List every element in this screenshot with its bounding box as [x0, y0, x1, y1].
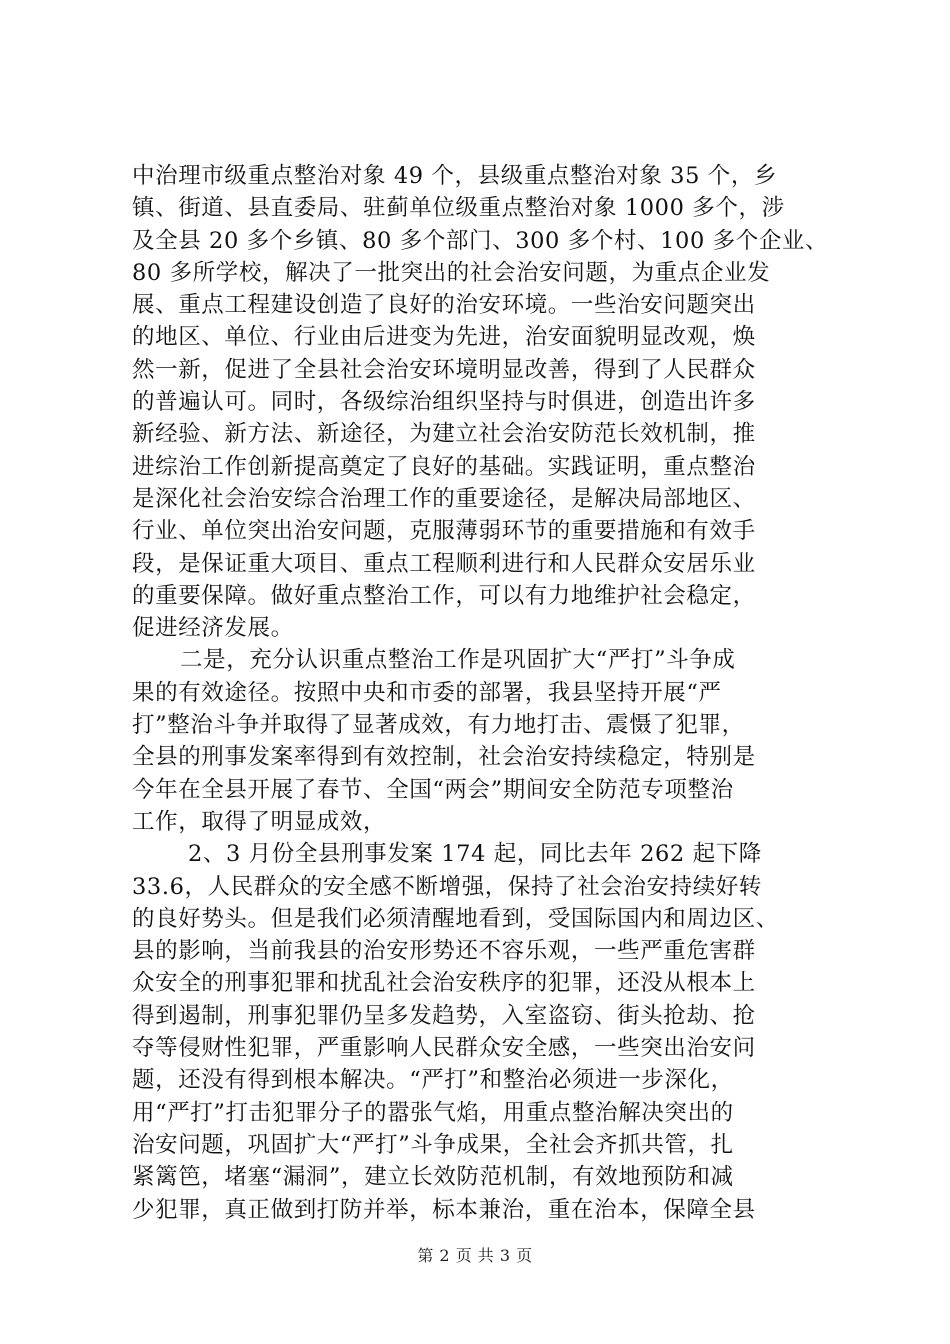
text-line: 夺等侵财性犯罪，严重影响人民群众安全感，一些突出治安问 [132, 1035, 756, 1062]
text-line: 的普遍认可。同时，各级综治组织坚持与时俱进，创造出许多 [132, 389, 756, 416]
text-line: 镇、街道、县直委局、驻蓟单位级重点整治对象 1000 多个，涉 [132, 195, 785, 222]
text-line: 的良好势头。但是我们必须清醒地看到，受国际国内和周边区、 [132, 905, 779, 932]
text-line: 展、重点工程建设创造了良好的治安环境。一些治安问题突出 [132, 292, 756, 319]
text-line: 工作，取得了明显成效， [132, 808, 387, 835]
text-line: 治安问题，巩固扩大“严打”斗争成果，全社会齐抓共管，扎 [132, 1131, 734, 1158]
text-line: 得到遏制，刑事犯罪仍呈多发趋势，入室盗窃、街头抢劫、抢 [132, 1002, 756, 1029]
document-body [132, 160, 832, 1226]
text-line: 中治理市级重点整治对象 49 个，县级重点整治对象 35 个，乡 [132, 163, 778, 189]
page-number-footer: 第 2 页 共 3 页 [417, 1246, 533, 1265]
text-line: 众安全的刑事犯罪和扰乱社会治安秩序的犯罪，还没从根本上 [132, 970, 756, 997]
text-line: 是深化社会治安综合治理工作的重要途径，是解决局部地区、 [132, 485, 756, 512]
text-line: 的地区、单位、行业由后进变为先进，治安面貌明显改观，焕 [132, 324, 756, 351]
text-line: 80 多所学校，解决了一批突出的社会治安问题，为重点企业发 [132, 259, 771, 286]
text-line: 题，还没有得到根本解决。“严打”和整治必须进一步深化， [132, 1067, 734, 1094]
text-line: 今年在全县开展了春节、全国“两会”期间安全防范专项整治 [132, 776, 734, 803]
text-line: 促进经济发展。 [132, 615, 294, 642]
text-line: 及全县 20 多个乡镇、80 多个部门、300 多个村、100 多个企业、 [132, 227, 829, 254]
text-line: 段，是保证重大项目、重点工程顺利进行和人民群众安居乐业 [132, 550, 756, 577]
text-line: 33.6，人民群众的安全感不断增强，保持了社会治安持续好转 [132, 873, 762, 900]
paragraph-start-line: 二是，充分认识重点整治工作是巩固扩大“严打”斗争成 [180, 647, 736, 674]
text-line: 然一新，促进了全县社会治安环境明显改善，得到了人民群众 [132, 356, 756, 383]
text-line: 用“严打”打击犯罪分子的嚣张气焰，用重点整治解决突出的 [132, 1099, 734, 1126]
text-line: 行业、单位突出治安问题，克服薄弱环节的重要措施和有效手 [132, 518, 756, 545]
text-line: 果的有效途径。按照中央和市委的部署，我县坚持开展“严 [132, 679, 722, 706]
text-line: 少犯罪，真正做到打防并举，标本兼治，重在治本，保障全县 [132, 1196, 756, 1223]
paragraph-start-line: 2、3 月份全县刑事发案 174 起，同比去年 262 起下降 [188, 841, 762, 868]
text-line: 打”整治斗争并取得了显著成效，有力地打击、震慑了犯罪， [132, 712, 745, 739]
text-line: 全县的刑事发案率得到有效控制，社会治安持续稳定，特别是 [132, 744, 756, 771]
text-line: 新经验、新方法、新途径，为建立社会治安防范长效机制，推 [132, 421, 756, 448]
text-line: 紧篱笆，堵塞“漏洞”，建立长效防范机制，有效地预防和减 [132, 1164, 734, 1191]
text-line: 县的影响，当前我县的治安形势还不容乐观，一些严重危害群 [132, 938, 756, 965]
text-line: 的重要保障。做好重点整治工作，可以有力地维护社会稳定， [132, 582, 756, 609]
text-line: 进综治工作创新提高奠定了良好的基础。实践证明，重点整治 [132, 453, 756, 480]
